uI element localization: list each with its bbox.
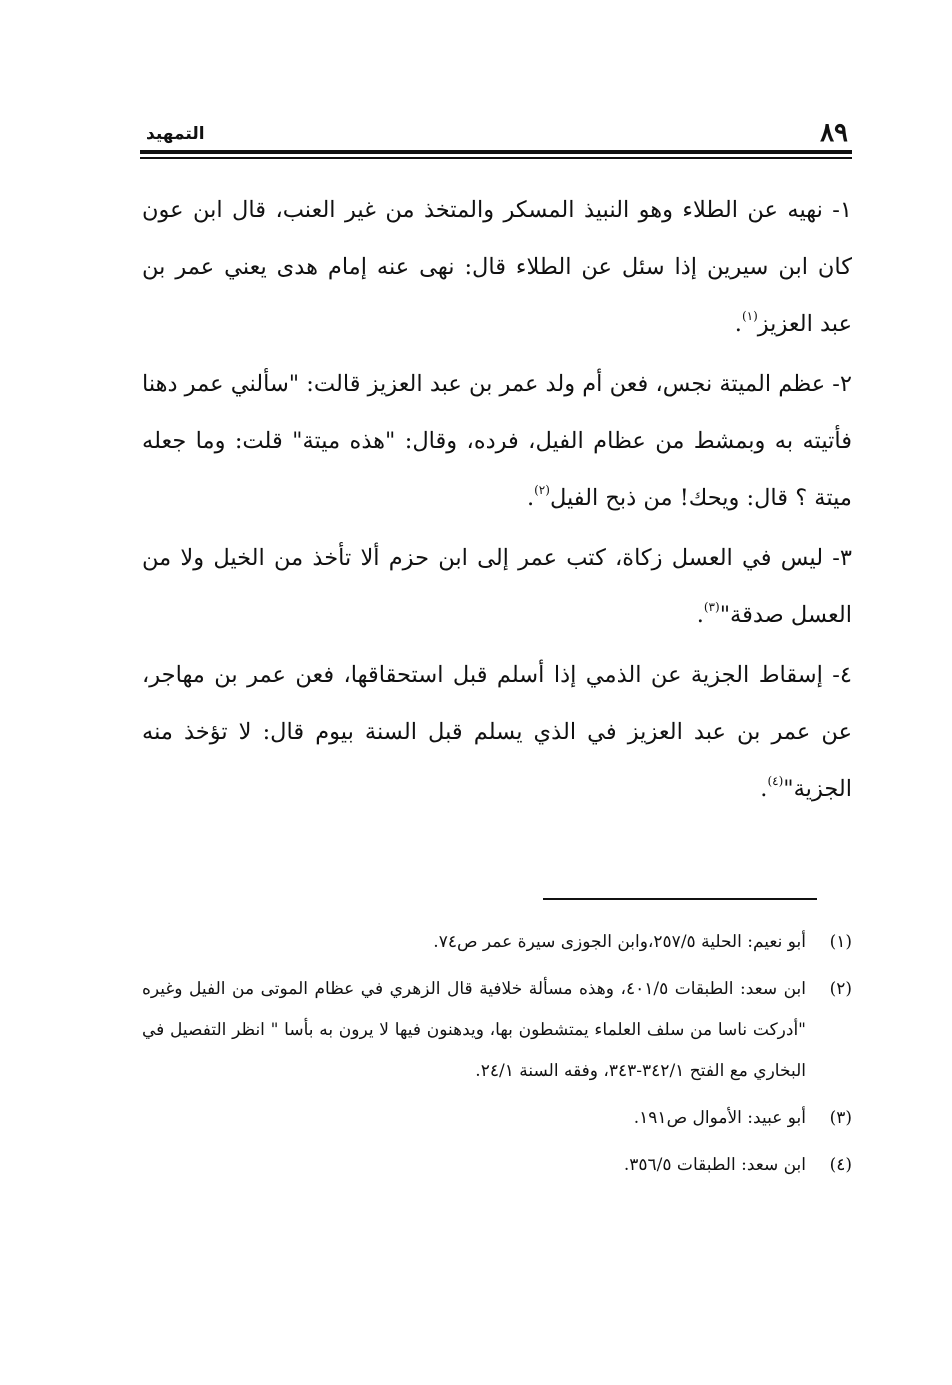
page-number: ٨٩ <box>820 118 848 148</box>
footnote-text: ابن سعد: الطبقات ٣٥٦/٥. <box>623 1155 806 1175</box>
footnote-number: (٣) <box>829 1108 852 1128</box>
main-text <box>142 182 852 821</box>
paragraph-end: . <box>696 602 704 628</box>
footnote-text: ابن سعد: الطبقات ٤٠١/٥، وهذه مسألة خلافية قال الزهري في عظام الموتى من الفيل وغيره "أدركت ناسا من سلف العلماء يمتشطون بها، ويدهنون فيها لا يرون به بأسا " انظر التفصيل في البخاري مع الفتح ٣٤٢/١-٣٤٣، وفقه السنة ٢٤/١. <box>142 979 806 1081</box>
paragraph-end: . <box>526 485 535 511</box>
footnote-2 <box>142 969 852 1092</box>
paragraph-text: ٢- عظم الميتة نجس، فعن أم ولد عمر بن عبد العزيز قالت: "سألني عمر دهنا فأتيته به وبمشط من عظام الفيل، فرده، وقال: "هذه ميتة" قلت: وما جعله ميتة ؟ قال: ويحك! من ذبح الفيل <box>142 371 852 511</box>
running-title: التمهيد <box>146 124 205 144</box>
paragraph-text: ٣- ليس في العسل زكاة، كتب عمر إلى ابن حزم ألا تأخذ من الخيل ولا من العسل صدقة" <box>142 545 852 628</box>
paragraph-end: . <box>760 776 768 802</box>
footnote-ref: (٣) <box>703 600 720 614</box>
footnote-4 <box>142 1145 852 1186</box>
footnote-text: أبو نعيم: الحلية ٢٥٧/٥،وابن الجوزى سيرة عمر ص٧٤. <box>433 932 806 952</box>
footnote-1 <box>142 922 852 963</box>
paragraph-2 <box>142 356 852 527</box>
footnote-ref: (٤) <box>767 774 784 788</box>
footnote-3 <box>142 1098 852 1139</box>
paragraph-1 <box>142 182 852 353</box>
footnote-ref: (٢) <box>534 483 550 497</box>
footnote-number: (٤) <box>829 1155 852 1175</box>
paragraph-3 <box>142 530 852 644</box>
footnote-text: أبو عبيد: الأموال ص١٩١. <box>633 1108 806 1128</box>
paragraph-end: . <box>734 311 742 337</box>
footnote-number: (٢) <box>829 979 852 999</box>
paragraph-text: ٤- إسقاط الجزية عن الذمي إذا أسلم قبل استحقاقها، فعن عمر بن مهاجر، عن عمر بن عبد العزيز في الذي يسلم قبل السنة بيوم قال: لا تؤخذ منه الجزية" <box>142 662 852 802</box>
paragraph-text: ١- نهيه عن الطلاء وهو النبيذ المسكر والمتخذ من غير العنب، قال ابن عون كان ابن سيرين إذا سئل عن الطلاء قال: نهى عنه إمام هدى يعني عمر بن عبد العزيز <box>142 197 852 337</box>
header-rule-thick <box>140 150 852 154</box>
footnote-separator <box>543 898 817 900</box>
footnote-number: (١) <box>829 932 852 952</box>
footnote-ref: (١) <box>741 309 758 323</box>
paragraph-4 <box>142 647 852 818</box>
header-rule-thin <box>140 157 852 159</box>
footnotes <box>142 922 852 1192</box>
